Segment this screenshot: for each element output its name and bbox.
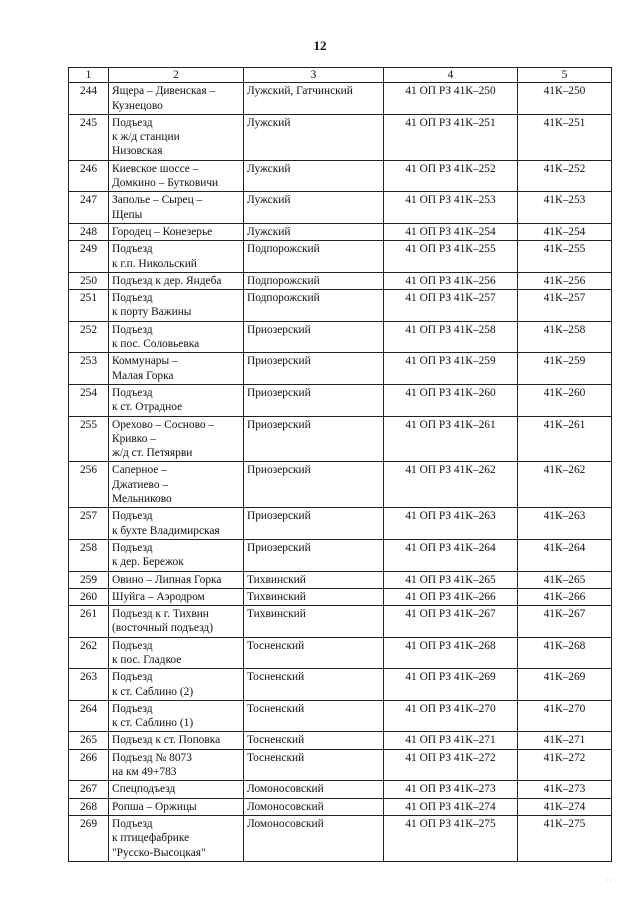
table-row (69, 749, 612, 781)
road-name (109, 798, 244, 815)
district-name: Приозерский (244, 384, 384, 416)
table-row (69, 241, 612, 273)
road-short-code: 41К–256 (518, 272, 612, 289)
road-short-code: 41К–259 (518, 353, 612, 385)
row-number: 245 (69, 114, 109, 160)
road-name-line: Подъезд (112, 116, 153, 129)
road-id-code: 41 ОП РЗ 41К–265 (384, 571, 518, 588)
road-name-line: Саперное – (112, 464, 167, 477)
road-name-line: Домкино – Бутковичи (112, 177, 219, 190)
district-name: Приозерский (244, 321, 384, 353)
road-name-line: (восточный подъезд) (112, 622, 214, 635)
road-short-code: 41К–260 (518, 384, 612, 416)
road-name-line: Подъезд к дер. Яндеба (112, 274, 222, 287)
road-name-line: к ст. Саблино (2) (112, 685, 194, 698)
table-row (69, 384, 612, 416)
road-name (109, 114, 244, 160)
road-short-code: 41К–257 (518, 290, 612, 322)
table-row (69, 160, 612, 192)
district-name: Лужский (244, 192, 384, 224)
road-name (109, 669, 244, 701)
road-name (109, 700, 244, 732)
road-name (109, 815, 244, 861)
road-id-code: 41 ОП РЗ 41К–269 (384, 669, 518, 701)
district-name: Тосненский (244, 700, 384, 732)
row-number: 267 (69, 781, 109, 798)
row-number: 244 (69, 83, 109, 115)
row-number: 251 (69, 290, 109, 322)
row-number: 264 (69, 700, 109, 732)
table-header-row (69, 68, 612, 83)
road-name (109, 384, 244, 416)
district-name: Ломоносовский (244, 798, 384, 815)
road-id-code: 41 ОП РЗ 41К–261 (384, 416, 518, 462)
road-short-code: 41К–261 (518, 416, 612, 462)
road-id-code: 41 ОП РЗ 41К–272 (384, 749, 518, 781)
road-id-code: 41 ОП РЗ 41К–260 (384, 384, 518, 416)
road-name-line: Джатиево – (112, 478, 169, 491)
row-number: 256 (69, 462, 109, 508)
table-row (69, 798, 612, 815)
road-name-line: Малая Горка (112, 369, 174, 382)
road-name-line: Киевское шоссе – (112, 162, 199, 175)
road-name (109, 241, 244, 273)
road-id-code: 41 ОП РЗ 41К–262 (384, 462, 518, 508)
road-short-code: 41К–268 (518, 637, 612, 669)
road-id-code: 41 ОП РЗ 41К–252 (384, 160, 518, 192)
row-number: 257 (69, 508, 109, 540)
table-row (69, 290, 612, 322)
district-name: Подпорожский (244, 290, 384, 322)
table-row (69, 606, 612, 638)
district-name: Приозерский (244, 539, 384, 571)
table-row (69, 732, 612, 749)
road-name (109, 272, 244, 289)
row-number: 262 (69, 637, 109, 669)
road-name-line: Подъезд (112, 541, 153, 554)
district-name: Лужский, Гатчинский (244, 83, 384, 115)
district-name: Лужский (244, 160, 384, 192)
road-name (109, 606, 244, 638)
road-short-code: 41К–252 (518, 160, 612, 192)
road-short-code: 41К–271 (518, 732, 612, 749)
road-name-line: Подъезд (112, 323, 153, 336)
road-name-line: Подъезд (112, 243, 153, 256)
district-name: Приозерский (244, 462, 384, 508)
road-id-code: 41 ОП РЗ 41К–274 (384, 798, 518, 815)
road-name-line: "Русско-Высоцкая" (112, 846, 206, 859)
road-short-code: 41К–264 (518, 539, 612, 571)
district-name: Приозерский (244, 416, 384, 462)
table-row (69, 539, 612, 571)
table-row (69, 192, 612, 224)
road-id-code: 41 ОП РЗ 41К–254 (384, 223, 518, 240)
road-name-line: к г.п. Никольский (112, 257, 197, 270)
road-id-code: 41 ОП РЗ 41К–266 (384, 588, 518, 605)
district-name: Ломоносовский (244, 781, 384, 798)
road-id-code: 41 ОП РЗ 41К–259 (384, 353, 518, 385)
road-short-code: 41К–254 (518, 223, 612, 240)
district-name: Приозерский (244, 353, 384, 385)
road-name-line: Ящера – Дивенская – (112, 85, 216, 98)
row-number: 254 (69, 384, 109, 416)
table-body (69, 83, 612, 862)
table-row (69, 815, 612, 861)
road-name-line: к птицефабрике (112, 832, 190, 845)
row-number: 259 (69, 571, 109, 588)
table-row (69, 669, 612, 701)
table-row (69, 781, 612, 798)
table-row (69, 223, 612, 240)
road-name-line: Ропша – Оржицы (112, 800, 197, 813)
road-name-line: Подъезд к ст. Поповка (112, 734, 221, 747)
road-name-line: к порту Важины (112, 306, 192, 319)
road-name (109, 781, 244, 798)
road-id-code: 41 ОП РЗ 41К–256 (384, 272, 518, 289)
row-number: 261 (69, 606, 109, 638)
district-name: Тосненский (244, 669, 384, 701)
road-id-code: 41 ОП РЗ 41К–253 (384, 192, 518, 224)
district-name: Тосненский (244, 749, 384, 781)
road-name-line: Шуйга – Аэродром (112, 590, 205, 603)
road-short-code: 41К–272 (518, 749, 612, 781)
road-name-line: Заполье – Сырец – (112, 194, 203, 207)
road-name (109, 732, 244, 749)
road-name-line: Орехово – Сосново – (112, 418, 215, 431)
district-name: Подпорожский (244, 272, 384, 289)
road-name-line: Кузнецово (112, 99, 163, 112)
row-number: 253 (69, 353, 109, 385)
road-short-code: 41К–262 (518, 462, 612, 508)
road-id-code: 41 ОП РЗ 41К–267 (384, 606, 518, 638)
header-col-5: 5 (518, 68, 612, 83)
road-short-code: 41К–263 (518, 508, 612, 540)
row-number: 249 (69, 241, 109, 273)
road-name (109, 539, 244, 571)
road-name-line: к ст. Саблино (1) (112, 717, 194, 730)
road-short-code: 41К–267 (518, 606, 612, 638)
road-name (109, 588, 244, 605)
road-name-line: к дер. Бережок (112, 556, 184, 569)
road-id-code: 41 ОП РЗ 41К–258 (384, 321, 518, 353)
road-id-code: 41 ОП РЗ 41К–275 (384, 815, 518, 861)
road-short-code: 41К–251 (518, 114, 612, 160)
road-name-line: Подъезд № 8073 (112, 751, 192, 764)
road-name (109, 192, 244, 224)
road-id-code: 41 ОП РЗ 41К–255 (384, 241, 518, 273)
row-number: 260 (69, 588, 109, 605)
road-id-code: 41 ОП РЗ 41К–273 (384, 781, 518, 798)
district-name: Ломоносовский (244, 815, 384, 861)
district-name: Тосненский (244, 637, 384, 669)
road-short-code: 41К–253 (518, 192, 612, 224)
row-number: 266 (69, 749, 109, 781)
row-number: 258 (69, 539, 109, 571)
road-short-code: 41К–265 (518, 571, 612, 588)
row-number: 269 (69, 815, 109, 861)
road-name-line: Овино – Липная Горка (112, 573, 222, 586)
table-row (69, 272, 612, 289)
roads-table (68, 67, 612, 862)
road-name-line: к пос. Гладкое (112, 653, 182, 666)
road-name (109, 637, 244, 669)
road-name (109, 160, 244, 192)
road-name (109, 749, 244, 781)
road-name (109, 83, 244, 115)
road-short-code: 41К–258 (518, 321, 612, 353)
row-number: 255 (69, 416, 109, 462)
road-id-code: 41 ОП РЗ 41К–257 (384, 290, 518, 322)
road-name-line: Подъезд (112, 386, 153, 399)
road-name (109, 508, 244, 540)
road-name (109, 223, 244, 240)
road-name-line: Коммунары – (112, 355, 178, 368)
district-name: Лужский (244, 114, 384, 160)
district-name: Тихвинский (244, 571, 384, 588)
table-row (69, 508, 612, 540)
road-id-code: 41 ОП РЗ 41К–268 (384, 637, 518, 669)
road-short-code: 41К–255 (518, 241, 612, 273)
road-id-code: 41 ОП РЗ 41К–263 (384, 508, 518, 540)
table-row (69, 114, 612, 160)
road-short-code: 41К–250 (518, 83, 612, 115)
district-name: Приозерский (244, 508, 384, 540)
road-name (109, 571, 244, 588)
road-name-line: Подъезд к г. Тихвин (112, 608, 209, 621)
road-name (109, 462, 244, 508)
table-row (69, 83, 612, 115)
row-number: 252 (69, 321, 109, 353)
table-row (69, 571, 612, 588)
road-name-line: к бухте Владимирская (112, 524, 220, 537)
table-row (69, 700, 612, 732)
district-name: Тихвинский (244, 588, 384, 605)
road-short-code: 41К–270 (518, 700, 612, 732)
road-name (109, 416, 244, 462)
row-number: 250 (69, 272, 109, 289)
row-number: 263 (69, 669, 109, 701)
road-id-code: 41 ОП РЗ 41К–270 (384, 700, 518, 732)
road-name-line: Низовская (112, 145, 163, 158)
road-id-code: 41 ОП РЗ 41К–264 (384, 539, 518, 571)
road-name-line: Подъезд (112, 639, 153, 652)
road-name (109, 321, 244, 353)
table-row (69, 353, 612, 385)
road-short-code: 41К–273 (518, 781, 612, 798)
road-name-line: Спецподъезд (112, 783, 176, 796)
row-number: 247 (69, 192, 109, 224)
table-row (69, 416, 612, 462)
district-name: Тихвинский (244, 606, 384, 638)
header-col-1: 1 (69, 68, 109, 83)
district-name: Лужский (244, 223, 384, 240)
road-short-code: 41К–275 (518, 815, 612, 861)
row-number: 248 (69, 223, 109, 240)
road-name-line: Городец – Конезерье (112, 225, 213, 238)
header-col-2: 2 (109, 68, 244, 83)
road-name-line: Мельниково (112, 493, 172, 506)
road-name-line: Подъезд (112, 702, 153, 715)
road-name-line: Кривко – (112, 432, 156, 445)
road-short-code: 41К–266 (518, 588, 612, 605)
road-name-line: к ст. Отрадное (112, 401, 183, 414)
table-row (69, 588, 612, 605)
road-name-line: ж/д ст. Петяярви (112, 447, 193, 460)
road-name (109, 353, 244, 385)
header-col-4: 4 (384, 68, 518, 83)
page-number: 12 (313, 38, 327, 53)
road-name-line: Подъезд (112, 510, 153, 523)
row-number: 246 (69, 160, 109, 192)
road-name-line: на км 49+783 (112, 766, 177, 779)
road-name-line: Подъезд (112, 671, 153, 684)
district-name: Тосненский (244, 732, 384, 749)
table-row (69, 321, 612, 353)
road-name-line: к ж/д станции (112, 131, 180, 144)
row-number: 268 (69, 798, 109, 815)
table-row (69, 637, 612, 669)
road-name-line: к пос. Соловьевка (112, 338, 200, 351)
road-id-code: 41 ОП РЗ 41К–271 (384, 732, 518, 749)
road-short-code: 41К–269 (518, 669, 612, 701)
road-name (109, 290, 244, 322)
road-id-code: 41 ОП РЗ 41К–251 (384, 114, 518, 160)
row-number: 265 (69, 732, 109, 749)
road-name-line: Подъезд (112, 817, 153, 830)
table-row (69, 462, 612, 508)
header-col-3: 3 (244, 68, 384, 83)
district-name: Подпорожский (244, 241, 384, 273)
road-name-line: Щепы (112, 208, 143, 221)
road-name-line: Подъезд (112, 292, 153, 305)
road-short-code: 41К–274 (518, 798, 612, 815)
scan-marks: · · (604, 876, 612, 885)
road-id-code: 41 ОП РЗ 41К–250 (384, 83, 518, 115)
